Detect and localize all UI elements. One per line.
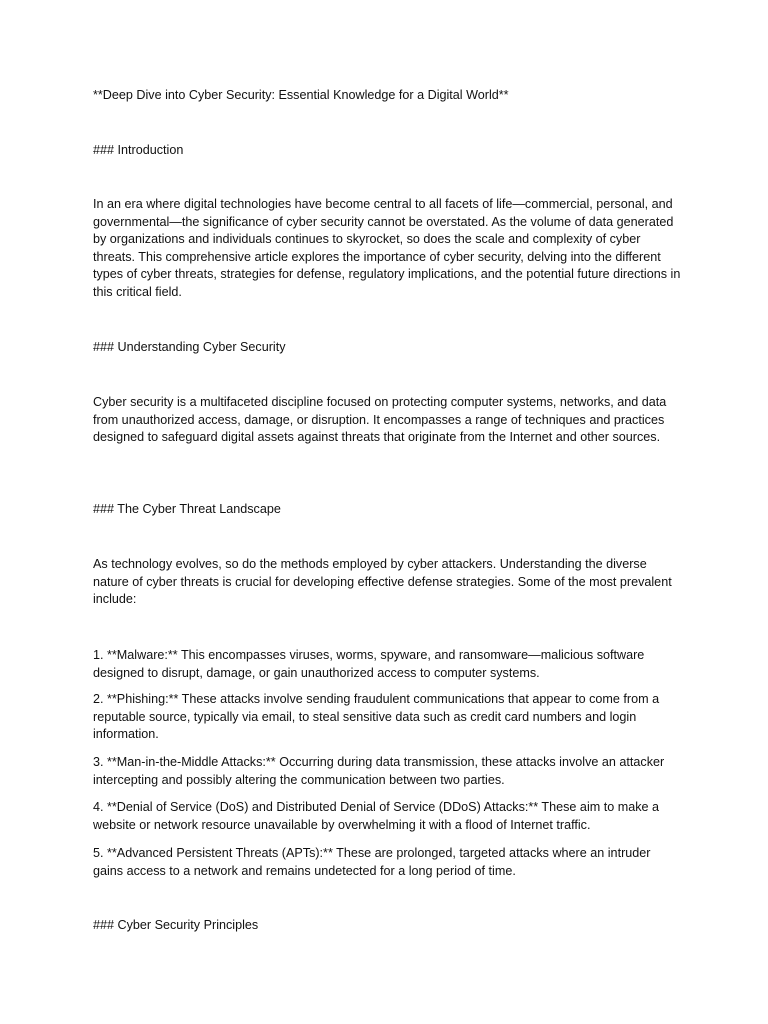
list-item-mitm: 3. **Man-in-the-Middle Attacks:** Occurring during data transmission, these attacks involve an attacker intercepting and possibly altering the communication between two parties. [93, 755, 665, 787]
section-heading-understanding: ### Understanding Cyber Security [93, 340, 286, 354]
section-heading-introduction: ### Introduction [93, 143, 184, 157]
list-item-malware: 1. **Malware:** This encompasses viruses, worms, spyware, and ransomware—malicious software designed to disrupt, damage, or gain unauthorized access to computer systems. [93, 648, 645, 680]
document-title: **Deep Dive into Cyber Security: Essential Knowledge for a Digital World** [93, 88, 509, 102]
paragraph-threat-landscape: As technology evolves, so do the methods employed by cyber attackers. Understanding the diverse nature of cyber threats is crucial for developing effective defense strategies. Some of the most prevalent include: [93, 557, 672, 607]
list-item-dos: 4. **Denial of Service (DoS) and Distributed Denial of Service (DDoS) Attacks:** These aim to make a website or network resource unavailable by overwhelming it with a flood of Internet traffic. [93, 800, 660, 832]
paragraph-understanding: Cyber security is a multifaceted discipline focused on protecting computer systems, networks, and data from unauthorized access, damage, or disruption. It encompasses a range of techniques and practices designed to safeguard digital assets against threats that originate from the Internet and other sources. [93, 395, 667, 445]
list-item-phishing: 2. **Phishing:** These attacks involve sending fraudulent communications that appear to come from a reputable source, typically via email, to steal sensitive data such as credit card numbers and login information. [93, 692, 660, 742]
list-item-apt: 5. **Advanced Persistent Threats (APTs):** These are prolonged, targeted attacks where an intruder gains access to a network and remains undetected for a long period of time. [93, 846, 651, 878]
section-heading-principles: ### Cyber Security Principles [93, 918, 259, 932]
section-heading-threat-landscape: ### The Cyber Threat Landscape [93, 502, 281, 516]
paragraph-introduction: In an era where digital technologies have become central to all facets of life—commercial, personal, and governmental—the significance of cyber security cannot be overstated. As the volume of data generated by organizations and individuals continues to skyrocket, so does the scale and complexity of cyber threats. This comprehensive article explores the importance of cyber security, delving into the different types of cyber threats, strategies for defense, regulatory implications, and the potential future directions in this critical field. [93, 197, 681, 299]
